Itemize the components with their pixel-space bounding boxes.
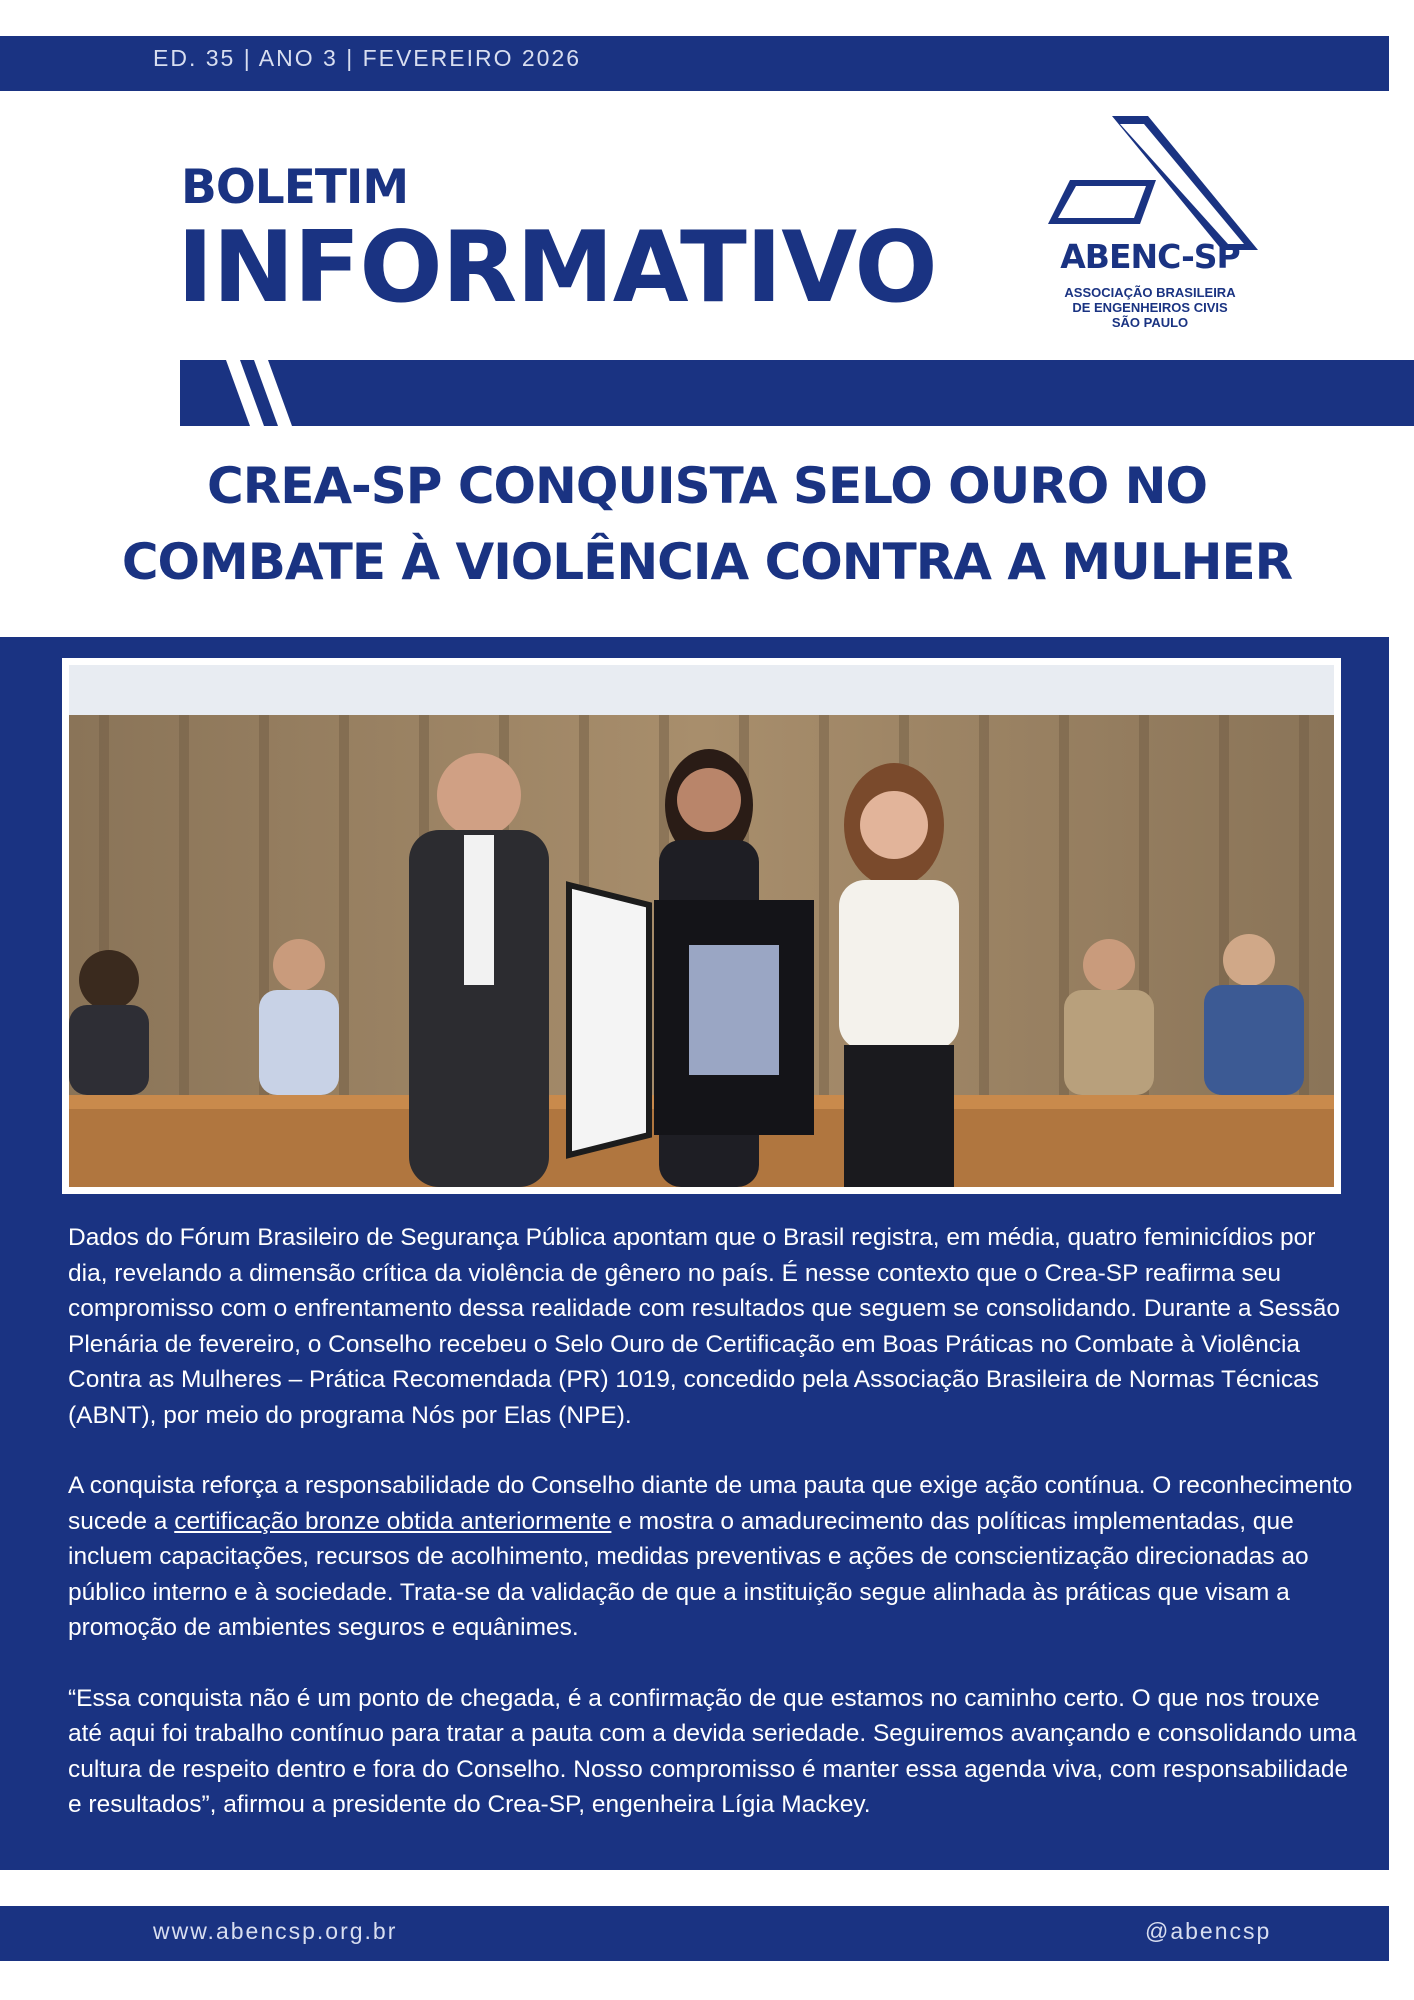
certification-bronze-link[interactable]: certificação bronze obtida anteriormente: [174, 1507, 612, 1535]
paragraph-text: A conquista reforça a responsabilidade do Conselho diante de uma pauta que exige ação contínua. O reconhecimento sucede a: [68, 1472, 1353, 1535]
edition-info: ED. 35 | ANO 3 | FEVEREIRO 2026: [153, 45, 582, 71]
article-body: [68, 1220, 1358, 1858]
article-headline: [0, 448, 1414, 600]
article-paragraph: [68, 1468, 1358, 1646]
article-quote: “Essa conquista não é um ponto de chegada, é a confirmação de que estamos no caminho certo. O que nos trouxe até aqui foi trabalho contínuo para tratar a pauta com a devida seriedade. Seguiremos avançando e consolidando uma cultura de respeito dentro e fora do Conselho. Nosso compromisso é manter essa agenda viva, com responsabilidade e resultados”, afirmou a presidente do Crea-SP, engenheira Lígia Mackey.: [68, 1684, 1357, 1818]
logo-wordmark: ABENC-SP: [1060, 237, 1240, 276]
headline-line: CREA-SP CONQUISTA SELO OURO NO: [207, 457, 1207, 515]
top-band: [0, 36, 1389, 91]
footer-band: [0, 1906, 1389, 1961]
website-link[interactable]: www.abencsp.org.br: [153, 1918, 398, 1944]
social-handle-link[interactable]: @abencsp: [1145, 1918, 1272, 1944]
paragraph-text: e mostra o amadurecimento das políticas implementadas, que incluem capacitações, recursos de acolhimento, medidas preventivas e ações de conscientização direcionadas ao público interno e à sociedade. Trata-se da validação de que a instituição segue alinhada às práticas que visam a promoção de ambientes seguros e equânimes.: [68, 1507, 1309, 1641]
event-photo: [69, 665, 1334, 1187]
headline-line: COMBATE À VIOLÊNCIA CONTRA A MULHER: [121, 533, 1293, 591]
logo-subtitle: [1040, 285, 1260, 330]
title-informativo: INFORMATIVO: [177, 211, 937, 325]
logo-subtitle-line: SÃO PAULO: [1111, 315, 1189, 330]
logo-subtitle-line: ASSOCIAÇÃO BRASILEIRA: [1064, 285, 1236, 300]
title-boletim: BOLETIM: [181, 160, 409, 215]
logo-subtitle-line: DE ENGENHEIROS CIVIS: [1072, 300, 1228, 315]
photo-frame: [62, 658, 1341, 1194]
article-panel: [0, 637, 1389, 1870]
decorative-stripe-bar: [180, 360, 1414, 426]
article-paragraph: Dados do Fórum Brasileiro de Segurança Pública apontam que o Brasil registra, em média, quatro feminicídios por dia, revelando a dimensão crítica da violência de gênero no país. É nesse contexto que o Crea-SP reafirma seu compromisso com o enfrentamento dessa realidade com resultados que seguem se consolidando. Durante a Sessão Plenária de fevereiro, o Conselho recebeu o Selo Ouro de Certificação em Boas Práticas no Combate à Violência Contra as Mulheres – Prática Recomendada (PR) 1019, concedido pela Associação Brasileira de Normas Técnicas (ABNT), por meio do programa Nós por Elas (NPE).: [68, 1224, 1340, 1429]
